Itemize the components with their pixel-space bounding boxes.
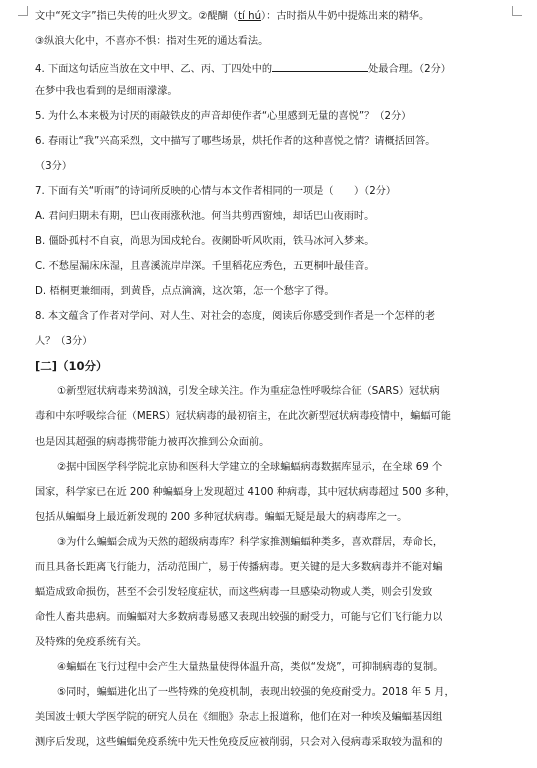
option-b: B. 僵卧孤村不自哀，尚思为国戍轮台。夜阑卧听风吹雨，铁马冰河入梦来。 <box>35 236 375 247</box>
paragraph-4: ④蝙蝠在飞行过程中会产生大量热量使得体温升高，类似“发烧”，可抑制病毒的复制。 <box>57 662 444 673</box>
paragraph-3-line-4: 命性人畜共患病。而蝙蝠对大多数病毒易感又表现出较强的耐受力，可能与它们飞行能力以 <box>35 612 443 623</box>
option-a: A. 君问归期未有期，巴山夜雨涨秋池。何当共剪西窗烛，却话巴山夜雨时。 <box>35 211 375 222</box>
paragraph-2-line-3: 包括从蝙蝠身上最近新发现的 200 多种冠状病毒。蝙蝠无疑是最大的病毒库之一。 <box>35 512 408 523</box>
paragraph-5-line-3: 测序后发现，这些蝙蝠免疫系统中先天性免疫反应被削弱，只会对入侵病毒采取较为温和的 <box>35 737 443 748</box>
option-d: D. 梧桐更兼细雨，到黄昏，点点滴滴，这次第，怎一个愁字了得。 <box>35 286 335 297</box>
answer-blank <box>272 61 368 72</box>
question-8: 8. 本文蕴含了作者对学问、对人生、对社会的态度，阅读后你感受到作者是一个怎样的老 <box>35 311 436 322</box>
crop-mark-top-left <box>18 6 28 16</box>
pinyin-annotation: tí hú <box>238 11 262 22</box>
question-5: 5. 为什么本来极为讨厌的雨敲铁皮的声音却使作者“心里感到无量的喜悦”？（2分） <box>35 111 412 122</box>
section-heading: [二]（10分） <box>35 359 108 373</box>
paragraph-2-line-1: ②据中国医学科学院北京协和医科大学建立的全球蝙蝠病毒数据库显示，在全球 69 个 <box>57 462 443 473</box>
option-c: C. 不愁屋漏床床湿，且喜溪流岸岸深。千里稻花应秀色，五更桐叶最佳音。 <box>35 261 375 272</box>
paragraph-3-line-2: 而且具备长距离飞行能力，活动范围广，易于传播病毒。更关键的是大多数病毒并不能对蝙 <box>35 562 443 573</box>
paragraph-5-line-2: 美国波士顿大学医学院的研究人员在《细胞》杂志上报道称，他们在对一种埃及蝙蝠基因组 <box>35 712 443 723</box>
question-6: 6. 春雨让“我”兴高采烈，文中描写了哪些场景，烘托作者的这种喜悦之情？请概括回答。 <box>35 136 436 147</box>
annotation-line-1: 文中“死文字”指已失传的吐火罗文。②醍醐（tí hú）：古时指从牛奶中提炼出来的精华。 <box>35 11 430 22</box>
question-4: 4. 下面这句话应当放在文中甲、乙、丙、丁四处中的 处最合理。（2分） <box>35 61 505 77</box>
question-4-sentence: 在梦中我也看到的是细雨濛濛。 <box>35 86 178 97</box>
paragraph-1-line-1: ①新型冠状病毒来势汹汹，引发全球关注。作为重症急性呼吸综合征（SARS）冠状病 <box>57 386 440 397</box>
paragraph-3-line-3: 蝠造成致命损伤，甚至不会引发轻度症状，而这些病毒一旦感染动物或人类，则会引发致 <box>35 587 433 598</box>
question-6-points: （3分） <box>35 161 73 172</box>
crop-mark-top-right <box>512 6 522 16</box>
paragraph-1-line-2: 毒和中东呼吸综合征（MERS）冠状病毒的最初宿主，在此次新型冠状病毒疫情中，蝙蝠可能 <box>35 411 451 422</box>
annotation-line-2: ③纵浪大化中，不喜亦不惧：指对生死的通达看法。 <box>35 36 269 47</box>
paragraph-3-line-5: 及特殊的免疫系统有关。 <box>35 637 148 648</box>
question-8-points: 人？（3分） <box>35 336 93 347</box>
paragraph-5-line-1: ⑤同时，蝙蝠进化出了一些特殊的免疫机制，表现出较强的免疫耐受力。2018 年 5 月， <box>57 687 455 698</box>
paragraph-1-line-3: 也是因其超强的病毒携带能力被再次推到公众面前。 <box>35 437 270 448</box>
paragraph-2-line-2: 国家，科学家已在近 200 种蝙蝠身上发现超过 4100 种病毒，其中冠状病毒超过 500 多种， <box>35 487 456 498</box>
paragraph-3-line-1: ③为什么蝙蝠会成为天然的超级病毒库？科学家推测蝙蝠种类多，喜欢群居，寿命长， <box>57 537 444 548</box>
question-7: 7. 下面有关“听雨”的诗词所反映的心情与本文作者相同的一项是（ ）（2分） <box>35 186 397 197</box>
